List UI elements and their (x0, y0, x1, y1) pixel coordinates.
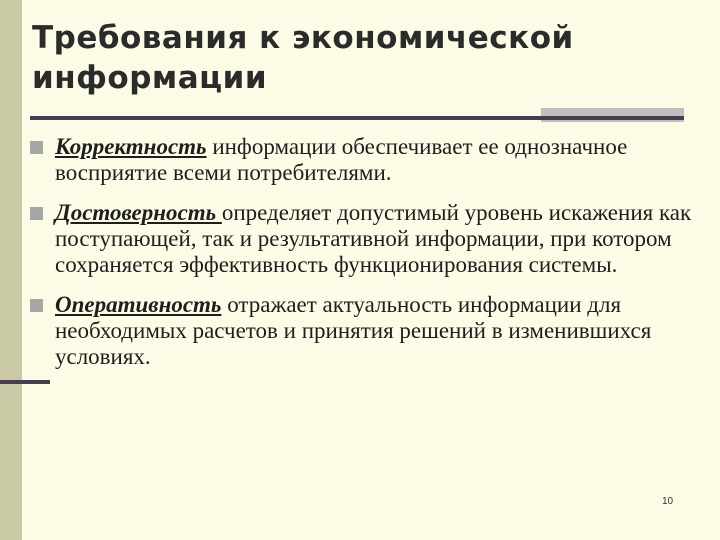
definition-promptness: отражает актуальность информации для необходимых расчетов и принятия решений в изменившихся условиях. (55, 292, 652, 369)
term-reliability: Достоверность (55, 200, 222, 225)
term-promptness: Оперативность (55, 292, 222, 317)
page-number: 10 (662, 496, 674, 507)
left-accent-band (0, 0, 22, 540)
definition-reliability: определяет допустимый уровень искажения как поступающей, так и результативной информации, при котором сохраняется эффективность функционирования системы. (55, 200, 692, 277)
square-bullet-icon (30, 141, 43, 154)
square-bullet-icon (30, 299, 43, 312)
term-correctness: Корректность (55, 134, 207, 159)
square-bullet-icon (30, 207, 43, 220)
slide-title (32, 18, 574, 98)
bullet-list (30, 134, 700, 384)
list-item-correctness (30, 134, 700, 186)
title-line-2: информации (32, 60, 268, 96)
list-item-promptness (30, 292, 700, 370)
definition-correctness: информации обеспечивает ее однозначное восприятие всеми потребителями. (55, 134, 628, 185)
list-item-reliability (30, 200, 700, 278)
title-divider-block (541, 108, 684, 122)
title-line-1: Требования к экономической (32, 20, 574, 56)
